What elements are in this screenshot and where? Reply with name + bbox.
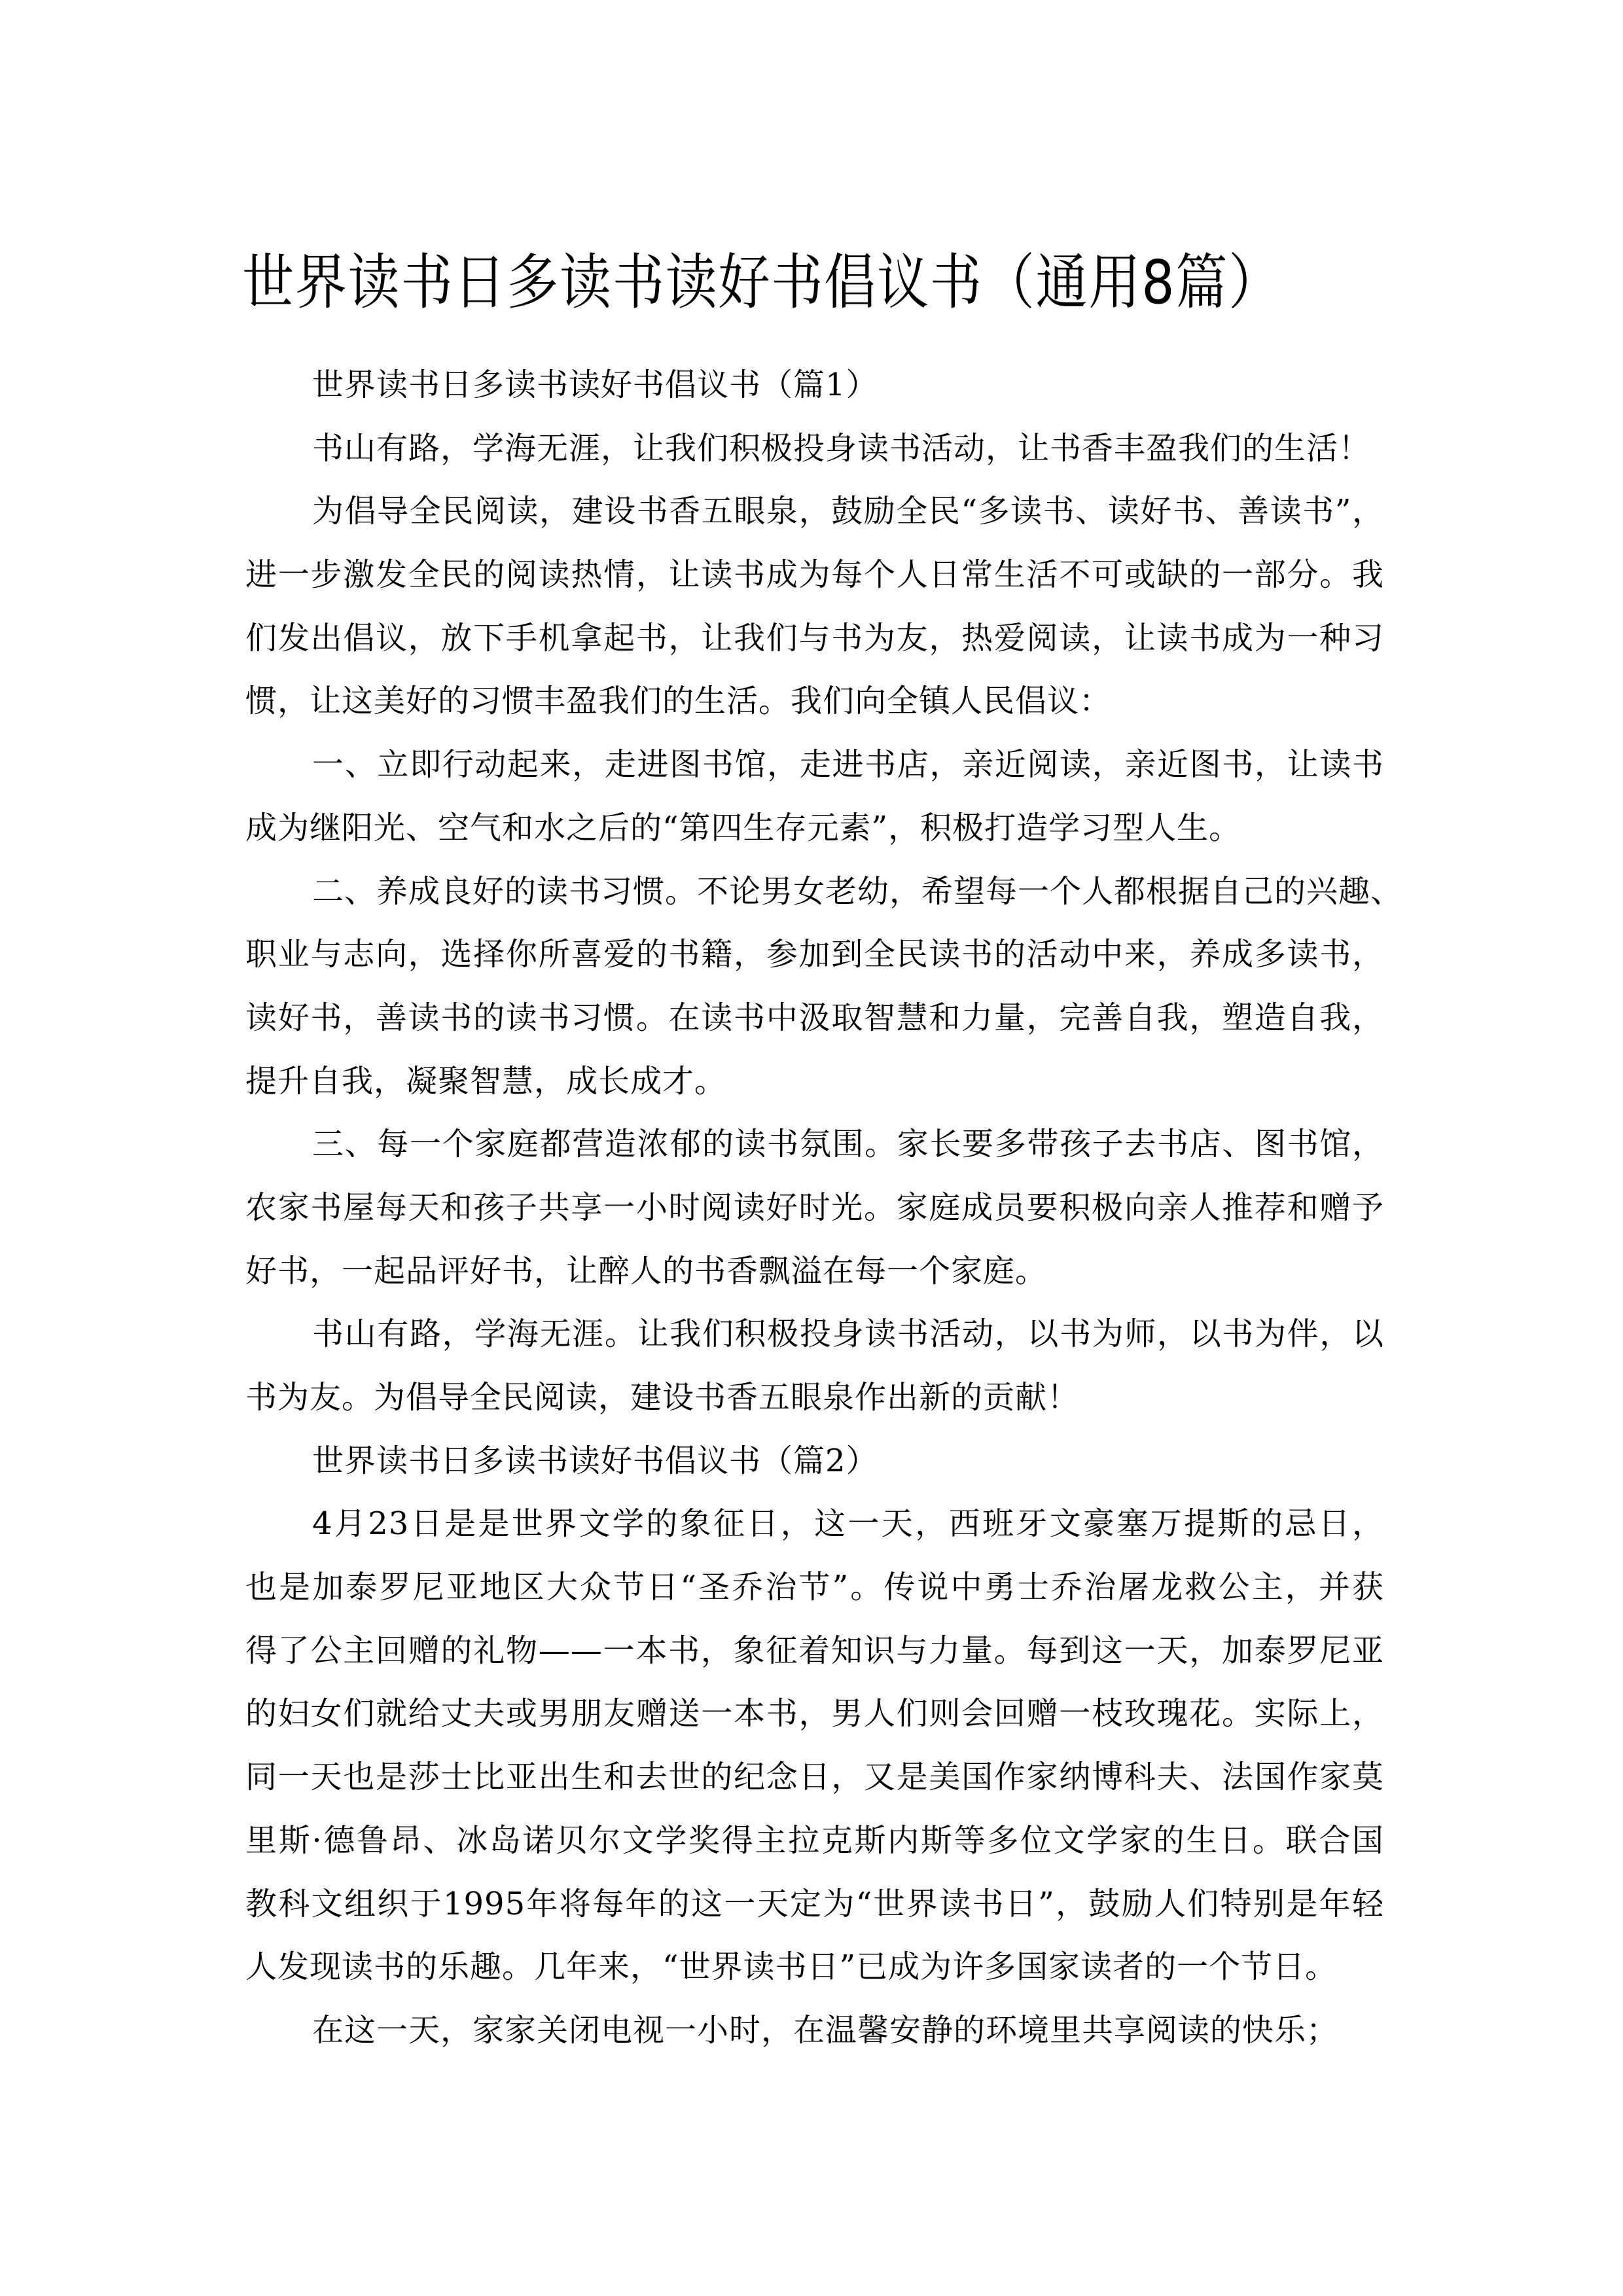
document-title: 世界读书日多读书读好书倡议书（通用8篇） xyxy=(242,247,1282,317)
paragraph-line: 一、立即行动起来，走进图书馆，走进书店，亲近阅读，亲近图书，让读书 xyxy=(312,746,1384,783)
document-body xyxy=(245,353,1403,2062)
paragraph-line: 同一天也是莎士比亚出生和去世的纪念日，又是美国作家纳博科夫、法国作家莫 xyxy=(245,1759,1384,1796)
paragraph-line: 成为继阳光、空气和水之后的“第四生存元素”，积极打造学习型人生。 xyxy=(245,809,1241,846)
paragraph-line: 读好书，善读书的读书习惯。在读书中汲取智慧和力量，完善自我，塑造自我， xyxy=(245,999,1384,1036)
paragraph-line: 们发出倡议，放下手机拿起书，让我们与书为友，热爱阅读，让读书成为一种习 xyxy=(245,619,1384,656)
paragraph-line: 进一步激发全民的阅读热情，让读书成为每个人日常生活不可或缺的一部分。我 xyxy=(245,556,1384,594)
paragraph-line: 农家书屋每天和孩子共享一小时阅读好时光。家庭成员要积极向亲人推荐和赠予 xyxy=(245,1189,1384,1226)
section-heading: 世界读书日多读书读好书倡议书（篇2） xyxy=(312,1442,878,1479)
paragraph-line: 二、养成良好的读书习惯。不论男女老幼，希望每一个人都根据自己的兴趣、 xyxy=(312,872,1403,910)
paragraph-line: 惯，让这美好的习惯丰盈我们的生活。我们向全镇人民倡议： xyxy=(245,683,1112,720)
paragraph-line: 里斯·德鲁昂、冰岛诺贝尔文学奖得主拉克斯内斯等多位文学家的生日。联合国 xyxy=(245,1821,1384,1859)
paragraph-line: 书山有路，学海无涯。让我们积极投身读书活动，以书为师，以书为伴，以 xyxy=(312,1316,1384,1353)
paragraph-line: 人发现读书的乐趣。几年来，“世界读书日”已成为许多国家读者的一个节日。 xyxy=(245,1948,1338,1986)
paragraph-line: 也是加泰罗尼亚地区大众节日“圣乔治节”。传说中勇士乔治屠龙救公主，并获 xyxy=(245,1569,1384,1606)
section-heading: 世界读书日多读书读好书倡议书（篇1） xyxy=(312,367,878,403)
paragraph-line: 职业与志向，选择你所喜爱的书籍，参加到全民读书的活动中来，养成多读书， xyxy=(245,936,1384,973)
paragraph-line: 4月23日是是世界文学的象征日，这一天，西班牙文豪塞万提斯的忌日， xyxy=(312,1505,1384,1543)
paragraph-line: 好书，一起品评好书，让醉人的书香飘溢在每一个家庭。 xyxy=(245,1252,1048,1289)
paragraph-line: 为倡导全民阅读，建设书香五眼泉，鼓励全民“多读书、读好书、善读书”， xyxy=(312,493,1384,530)
paragraph-line: 提升自我，凝聚智慧，成长成才。 xyxy=(245,1062,727,1100)
paragraph-line: 的妇女们就给丈夫或男朋友赠送一本书，男人们则会回赠一枝玫瑰花。实际上， xyxy=(245,1695,1384,1732)
paragraph-line: 在这一天，家家关闭电视一小时，在温馨安静的环境里共享阅读的快乐； xyxy=(312,2011,1339,2049)
paragraph-line: 得了公主回赠的礼物——一本书，象征着知识与力量。每到这一天，加泰罗尼亚 xyxy=(245,1632,1384,1669)
paragraph-line: 书为友。为倡导全民阅读，建设书香五眼泉作出新的贡献！ xyxy=(245,1379,1080,1416)
paragraph-line: 书山有路，学海无涯，让我们积极投身读书活动，让书香丰盈我们的生活！ xyxy=(312,429,1371,467)
paragraph-line: 教科文组织于1995年将每年的这一天定为“世界读书日”，鼓励人们特别是年轻 xyxy=(245,1885,1384,1922)
paragraph-line: 三、每一个家庭都营造浓郁的读书氛围。家长要多带孩子去书店、图书馆， xyxy=(312,1126,1384,1163)
